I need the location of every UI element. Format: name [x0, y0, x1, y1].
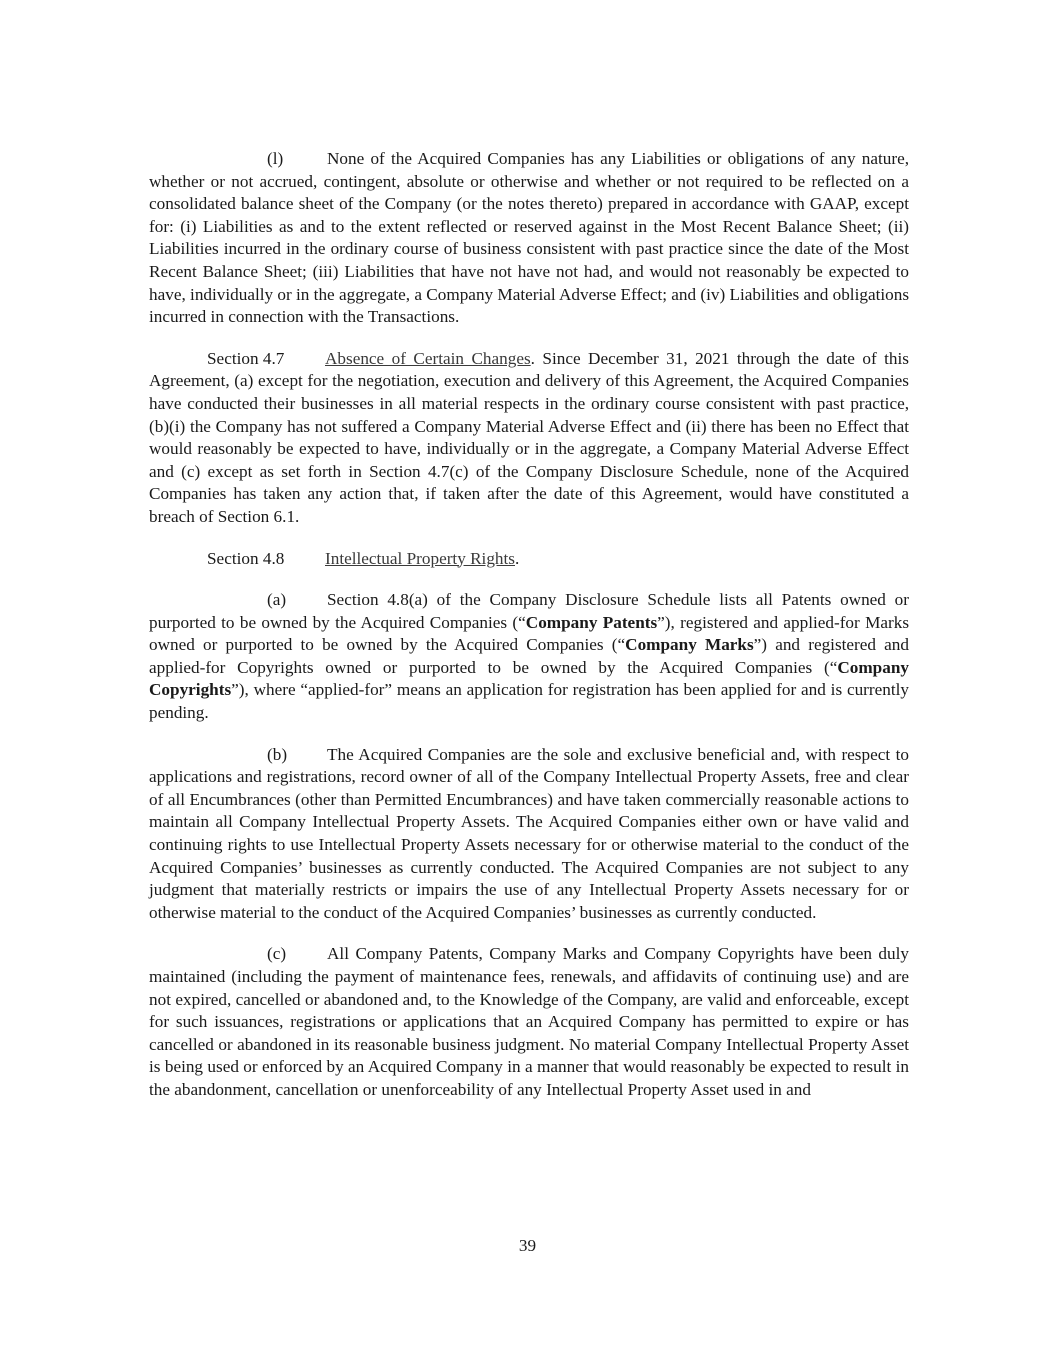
paragraph-b [149, 744, 909, 925]
paragraph-marker: (b) [267, 744, 288, 764]
section-title: Absence of Certain Changes [325, 348, 531, 368]
paragraph-marker: (a) [267, 590, 287, 610]
defined-term: Company Marks [625, 635, 754, 655]
paragraph-text: All Company Patents, Company Marks and Company Copyrights have been duly maintained (including the payment of maintenance fees, renewals, and affidavits of continuing use) and are not expired, cancelled or abandoned and, to the Knowledge of the Company, are valid and enforceable, except for such issuances, registrations or applications that an Acquired Company has permitted to expire or has cancelled or abandoned in its reasonable business judgment. No material Company Intellectual Property Asset is being used or enforced by an Acquired Company in a manner that would reasonably be expected to result in the abandonment, cancellation or unenforceability of any Intellectual Property Asset used in and [149, 944, 909, 1099]
section-number: Section 4.7 [207, 348, 285, 368]
paragraph-a [149, 589, 909, 725]
section-title: Intellectual Property Rights [325, 548, 515, 568]
paragraph-text: Section 4.8(a) of the Company Disclosure Schedule lists all Patents owned or purported to be owned by the Acquired Companies (“ [149, 590, 909, 632]
defined-term: Company Copyrights [149, 657, 909, 700]
paragraph-text: ”) and registered and applied-for Copyrights owned or purported to be owned by the Acquired Companies (“ [149, 635, 909, 677]
paragraph-c [149, 943, 909, 1101]
paragraph-marker: (l) [267, 149, 284, 168]
defined-term: Company Patents [525, 612, 658, 632]
section-4-8-heading [149, 548, 909, 571]
section-text: . Since December 31, 2021 through the date of this Agreement, (a) except for the negotiation, execution and delivery of this Agreement, the Acquired Companies have conducted their businesses in all material respects in the ordinary course consistent with past practice, (b)(i) the Company has not suffered a Company Material Adverse Effect and (ii) there has been no Effect that would reasonably be expected to have, individually or in the aggregate, a Company Material Adverse Effect and (c) except as set forth in Section 4.7(c) of the Company Disclosure Schedule, none of the Acquired Companies has taken any action that, if taken after the date of this Agreement, would have constituted a breach of Section 6.1. [149, 348, 909, 526]
section-title-suffix: . [514, 548, 520, 568]
page-number: 39 [518, 1236, 537, 1255]
paragraph-l [149, 148, 909, 329]
section-4-7 [149, 348, 909, 529]
paragraph-text: ”), registered and applied-for Marks owned or purported to be owned by the Acquired Companies (“ [149, 612, 910, 655]
paragraph-text: ”), where “applied-for” means an application for registration has been applied for and is currently pending. [149, 680, 909, 723]
paragraph-text: The Acquired Companies are the sole and exclusive beneficial and, with respect to applications and registrations, record owner of all of the Company Intellectual Property Assets, free and clear of all Encumbrances (other than Permitted Encumbrances) and have taken commercially reasonable actions to maintain all Company Intellectual Property Assets. The Acquired Companies either own or have valid and continuing rights to use Intellectual Property Assets necessary for or otherwise material to the conduct of the Acquired Companies’ businesses as currently conducted. The Acquired Companies are not subject to any judgment that materially restricts or impairs the use of any Intellectual Property Assets necessary for or otherwise material to the conduct of the Acquired Companies’ businesses as currently conducted. [149, 744, 909, 922]
paragraph-text: None of the Acquired Companies has any Liabilities or obligations of any nature, whether or not accrued, contingent, absolute or otherwise and whether or not required to be reflected on a consolidated balance sheet of the Company (or the notes thereto) prepared in accordance with GAAP, except for: (i) Liabilities as and to the extent reflected or reserved against in the Most Recent Balance Sheet; (ii) Liabilities incurred in the ordinary course of business consistent with past practice since the date of the Most Recent Balance Sheet; (iii) Liabilities that have not have not had, and would not reasonably be expected to have, individually or in the aggregate, a Company Material Adverse Effect; and (iv) Liabilities and obligations incurred in connection with the Transactions. [149, 149, 910, 327]
section-number: Section 4.8 [207, 548, 285, 568]
paragraph-marker: (c) [267, 944, 287, 964]
document-page [149, 148, 909, 1121]
